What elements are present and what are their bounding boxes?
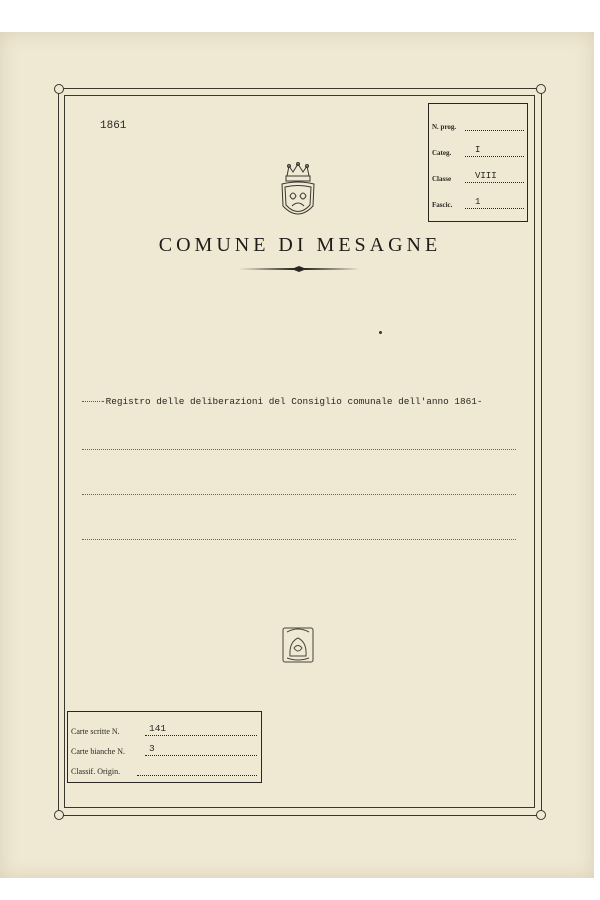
n-prog-row xyxy=(432,118,524,132)
classe-row xyxy=(432,170,524,184)
blank-dotted-line xyxy=(82,539,516,540)
categ-label: Categ. xyxy=(432,149,452,157)
blank-dotted-line xyxy=(82,449,516,450)
pages-count-box xyxy=(67,711,262,783)
corner-ornament xyxy=(536,84,546,94)
register-subject xyxy=(82,396,516,407)
carte-scritte-value: 141 xyxy=(145,723,257,736)
classif-origin-value xyxy=(137,763,257,776)
dotted-lead xyxy=(82,401,100,402)
n-prog-label: N. prog. xyxy=(432,123,457,131)
subject-text: -Registro delle deliberazioni del Consiglio comunale dell'anno 1861- xyxy=(100,396,483,407)
categ-row xyxy=(432,144,524,158)
classif-origin-row xyxy=(71,764,257,776)
carte-bianche-row xyxy=(71,744,257,756)
carte-bianche-value: 3 xyxy=(145,743,257,756)
classe-value: VIII xyxy=(465,171,524,183)
corner-ornament xyxy=(536,810,546,820)
classe-label: Classe xyxy=(432,175,452,183)
town-crest-icon xyxy=(279,162,317,224)
n-prog-value xyxy=(465,119,524,131)
carte-bianche-label: Carte bianche N. xyxy=(71,747,125,756)
classification-box xyxy=(428,103,528,222)
corner-ornament xyxy=(54,84,64,94)
categ-value: I xyxy=(465,145,524,157)
fascic-row xyxy=(432,196,524,210)
blank-dotted-line xyxy=(82,494,516,495)
classif-origin-label: Classif. Origin. xyxy=(71,767,121,776)
ornamental-emblem-icon xyxy=(281,626,315,664)
carte-scritte-label: Carte scritte N. xyxy=(71,727,120,736)
page-title: COMUNE DI MESAGNE xyxy=(158,234,442,256)
fascic-label: Fascic. xyxy=(432,201,453,209)
corner-ornament xyxy=(54,810,64,820)
ink-dot xyxy=(379,331,382,334)
fascic-value: 1 xyxy=(465,197,524,209)
title-underline xyxy=(238,266,360,272)
year-label: 1861 xyxy=(100,120,127,132)
carte-scritte-row xyxy=(71,724,257,736)
